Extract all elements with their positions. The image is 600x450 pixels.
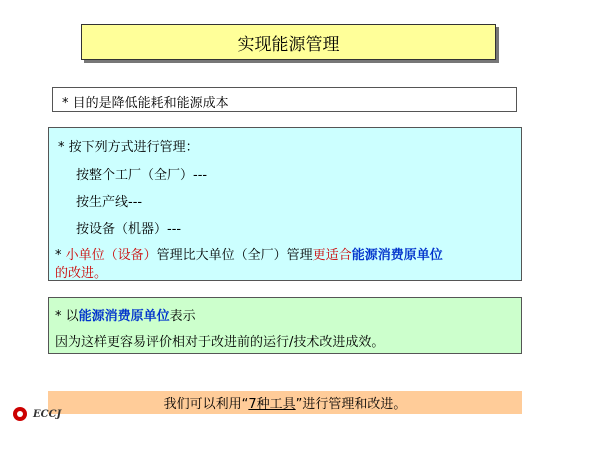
goal-box	[52, 87, 517, 112]
unit-suffix: 表示	[169, 309, 196, 324]
methods-note-line1	[55, 244, 443, 263]
bottom-pre: 我们可以利用“	[163, 397, 249, 412]
method-item-equipment: 按设备（机器）---	[76, 222, 182, 237]
unit-line2: 因为这样更容易评价相对于改进前的运行/技术改进成效。	[55, 335, 385, 350]
unit-energy-unit: 能源消费原单位	[78, 309, 170, 324]
method-item-line: 按生产线---	[76, 195, 143, 210]
page-title-text: 实现能源管理	[237, 34, 340, 55]
eccj-logo-text: ECCJ	[33, 408, 62, 420]
note-small-unit: 小单位（设备）	[65, 248, 157, 263]
energy-unit-box	[48, 297, 522, 354]
methods-header: * 按下列方式进行管理：	[58, 140, 199, 155]
bottom-banner	[48, 391, 522, 414]
unit-prefix: * 以	[55, 309, 79, 324]
note-more-suitable: 更适合	[312, 248, 352, 263]
seven-tools-link: 7种工具	[248, 397, 296, 412]
note-energy-unit: 能源消费原单位	[351, 248, 443, 263]
management-methods-box	[48, 127, 522, 281]
page-title	[81, 24, 496, 60]
bottom-post: ”进行管理和改进。	[295, 397, 407, 412]
note-prefix: *	[55, 248, 66, 263]
method-item-factory: 按整个工厂（全厂）---	[76, 168, 208, 183]
eccj-logo	[13, 407, 61, 421]
eccj-logo-icon	[13, 407, 27, 421]
goal-text: * 目的是降低能耗和能源成本	[62, 96, 229, 111]
methods-note-line2: 的改进。	[55, 266, 108, 281]
unit-line1	[55, 305, 196, 324]
note-mid: 管理比大单位（全厂）管理	[156, 248, 313, 263]
